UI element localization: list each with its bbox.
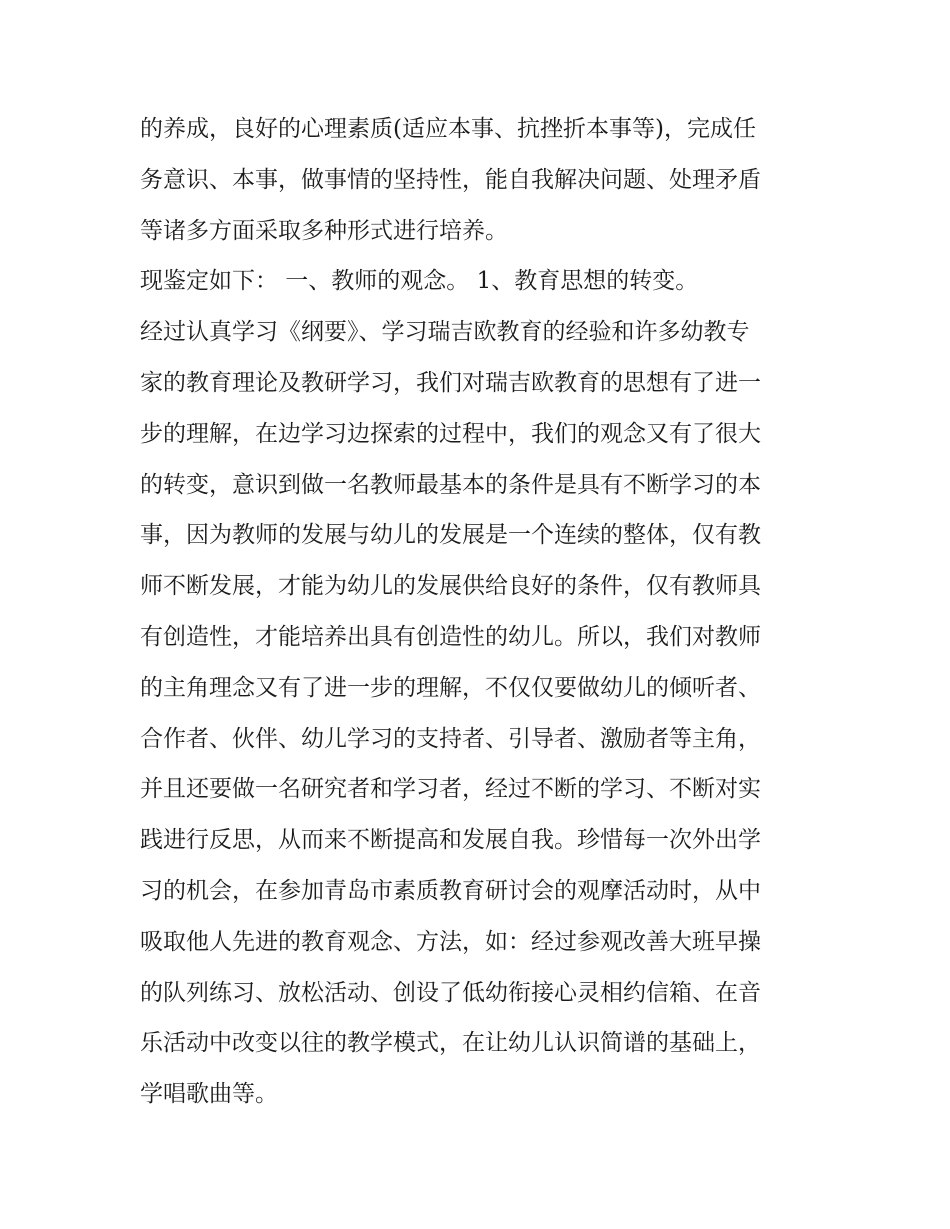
paragraph-2 <box>140 256 820 307</box>
document-body <box>140 104 820 1120</box>
text-line: 现鉴定如下： 一、教师的观念。 1、教育思想的转变。 <box>140 268 699 295</box>
text-line: 的队列练习、放松活动、创设了低幼衔接心灵相约信箱、在音 <box>140 979 761 1006</box>
text-line: 有创造性，才能培养出具有创造性的幼儿。所以，我们对教师 <box>140 623 761 650</box>
text-line: 吸取他人先进的教育观念、方法，如：经过参观改善大班早操 <box>140 928 761 955</box>
text-line: 等诸多方面采取多种形式进行培养。 <box>140 217 508 244</box>
text-line: 家的教育理论及教研学习，我们对瑞吉欧教育的思想有了进一 <box>140 369 761 396</box>
text-line: 并且还要做一名研究者和学习者，经过不断的学习、不断对实 <box>140 776 761 803</box>
text-line: 经过认真学习《纲要》、学习瑞吉欧教育的经验和许多幼教专 <box>140 319 750 346</box>
text-line: 务意识、本事，做事情的坚持性，能自我解决问题、处理矛盾 <box>140 166 761 193</box>
text-line: 学唱歌曲等。 <box>140 1081 278 1108</box>
text-line: 步的理解，在边学习边探索的过程中，我们的观念又有了很大 <box>140 420 761 447</box>
text-line: 师不断发展，才能为幼儿的发展供给良好的条件，仅有教师具 <box>140 573 761 600</box>
text-line: 事，因为教师的发展与幼儿的发展是一个连续的整体，仅有教 <box>140 522 761 549</box>
text-line: 习的机会，在参加青岛市素质教育研讨会的观摩活动时，从中 <box>140 877 761 904</box>
paragraph-1 <box>140 104 820 256</box>
text-line: 的主角理念又有了进一步的理解，不仅仅要做幼儿的倾听者、 <box>140 674 761 701</box>
text-line: 乐活动中改变以往的教学模式，在让幼儿认识简谱的基础上， <box>140 1030 761 1057</box>
paragraph-3 <box>140 307 820 1120</box>
text-line: 合作者、伙伴、幼儿学习的支持者、引导者、激励者等主角， <box>140 725 761 752</box>
text-line: 的转变，意识到做一名教师最基本的条件是具有不断学习的本 <box>140 471 761 498</box>
text-line: 的养成，良好的心理素质(适应本事、抗挫折本事等)，完成任 <box>140 116 756 142</box>
text-line: 践进行反思，从而来不断提高和发展自我。珍惜每一次外出学 <box>140 827 761 854</box>
